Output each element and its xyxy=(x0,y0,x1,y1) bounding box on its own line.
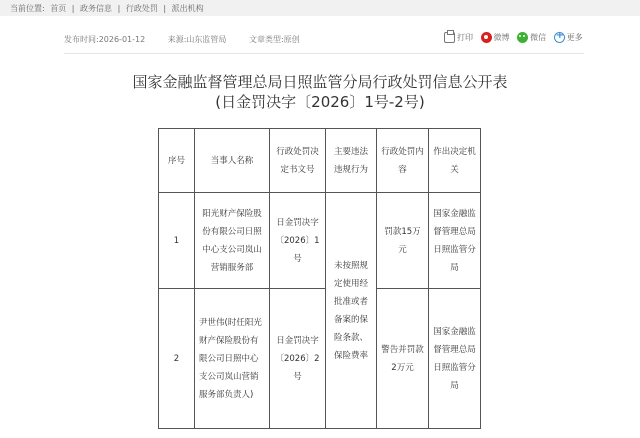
penalty-content: 罚款15万元 xyxy=(377,193,429,289)
header-cell: 行政处罚内容 xyxy=(377,129,429,193)
publish-time: 发布时间:2026-01-12 xyxy=(64,35,146,44)
article-meta xyxy=(64,34,303,45)
weibo-icon xyxy=(481,32,492,43)
row-number: 2 xyxy=(159,289,195,429)
breadcrumb-home[interactable]: 首页 xyxy=(50,4,67,13)
print-label: 打印 xyxy=(457,33,473,42)
table-row xyxy=(159,289,481,429)
table-header-row xyxy=(159,129,481,193)
plus-icon xyxy=(554,32,565,43)
article-source: 来源:山东监管局 xyxy=(167,35,227,44)
breadcrumb xyxy=(0,0,640,16)
violation-description: 未按照规定使用经批准或者备案的保险条款、保险费率 xyxy=(326,193,377,429)
party-name: 阳光财产保险股份有限公司日照中心支公司岚山营销服务部 xyxy=(195,193,270,289)
header-cell: 主要违法违规行为 xyxy=(326,129,377,193)
deciding-authority: 国家金融监督管理总局日照监管分局 xyxy=(429,289,481,429)
breadcrumb-government-info[interactable]: 政务信息 xyxy=(80,4,113,13)
wechat-share-button[interactable] xyxy=(517,32,546,43)
penalty-table xyxy=(158,128,481,429)
article-type: 文章类型:原创 xyxy=(248,35,300,44)
penalty-content: 警告并罚款2万元 xyxy=(377,289,429,429)
header-cell: 作出决定机关 xyxy=(429,129,481,193)
print-button[interactable] xyxy=(444,32,473,43)
decision-number: 日金罚决字〔2026〕2号 xyxy=(270,289,326,429)
breadcrumb-separator: | xyxy=(163,4,167,13)
header-cell: 行政处罚决定书文号 xyxy=(270,129,326,193)
breadcrumb-branch-agency[interactable]: 派出机构 xyxy=(171,4,204,13)
share-toolbar xyxy=(444,32,588,46)
page-title: 国家金融监督管理总局日照监管分局行政处罚信息公开表 xyxy=(132,73,508,91)
more-label: 更多 xyxy=(566,33,583,42)
header-cell: 序号 xyxy=(159,129,195,193)
breadcrumb-label: 当前位置: xyxy=(10,4,45,13)
more-share-button[interactable] xyxy=(554,32,583,43)
printer-icon xyxy=(444,32,455,43)
wechat-icon xyxy=(517,32,528,43)
deciding-authority: 国家金融监督管理总局日照监管分局 xyxy=(429,193,481,289)
table-row xyxy=(159,193,481,289)
wechat-label: 微信 xyxy=(530,33,547,42)
party-name: 尹世伟(时任阳光财产保险股份有限公司日照中心支公司岚山营销服务部负责人) xyxy=(195,289,270,429)
page-subtitle: (日金罚决字〔2026〕1号-2号) xyxy=(215,93,425,111)
breadcrumb-separator: | xyxy=(117,4,121,13)
meta-divider xyxy=(64,53,584,54)
row-number: 1 xyxy=(159,193,195,289)
weibo-label: 微博 xyxy=(493,33,510,42)
breadcrumb-separator: | xyxy=(71,4,75,13)
decision-number: 日金罚决字〔2026〕1号 xyxy=(270,193,326,289)
breadcrumb-administrative-penalty[interactable]: 行政处罚 xyxy=(125,4,158,13)
header-cell: 当事人名称 xyxy=(195,129,270,193)
weibo-share-button[interactable] xyxy=(481,32,510,43)
